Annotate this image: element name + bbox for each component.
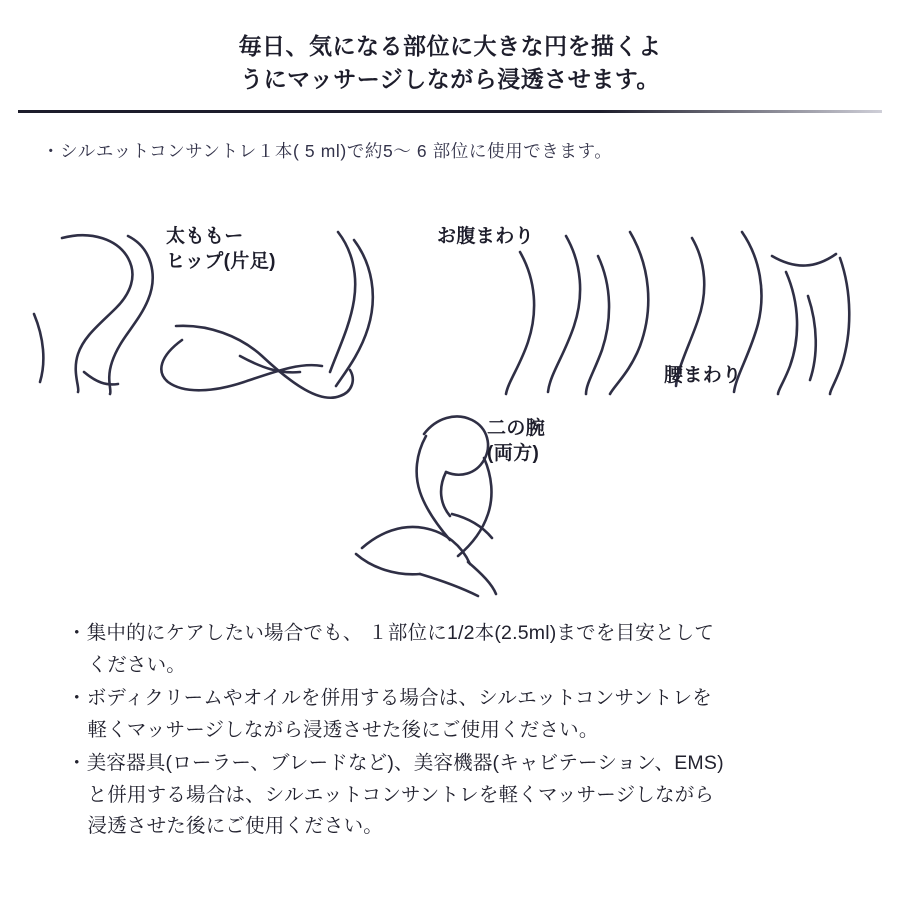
arm-underside-curve [356, 554, 420, 574]
left-torso-curve [62, 235, 132, 392]
belly-side-curve [610, 232, 648, 394]
usage-note: ・シルエットコンサントレ１本( 5 ml)で約5〜 6 部位に使用できます。 [42, 141, 613, 161]
leg-front-curve [330, 232, 355, 372]
belly-right-curve [586, 256, 609, 394]
label-thigh-line-2: ヒップ(片足) [166, 251, 276, 273]
divider-fade [600, 110, 882, 113]
left-side-curve [34, 314, 43, 382]
arm-elbow-curve [468, 562, 496, 594]
label-arm-line-1: 二の腕 [487, 418, 546, 439]
body-illustration [0, 196, 900, 606]
shoulder-curve [772, 254, 836, 266]
arm-lower-edge [420, 574, 478, 596]
page-title-line-2: うにマッサージしながら浸透させます。 [240, 65, 660, 92]
arm-forearm-inner [417, 436, 450, 540]
bullet-2-line-1: ・ボディクリームやオイルを併用する場合は、シルエットコンサントレを [67, 687, 712, 710]
belly-center-curve [548, 236, 580, 392]
belly-left-curve [506, 252, 534, 394]
label-waist: 腰まわり [664, 365, 742, 386]
label-arm-line-2: (両方) [487, 443, 540, 465]
back-outer-curve [830, 258, 849, 394]
bullet-1-line-1: ・集中的にケアしたい場合でも、 １部位に1/2本(2.5ml)までを目安として [67, 622, 715, 644]
bullet-1-line-2: ください。 [87, 653, 187, 676]
thigh-upper-curve [176, 326, 353, 398]
list-item [68, 618, 858, 681]
body-outline-drawing [0, 196, 900, 606]
arm-inner-fold [441, 472, 450, 516]
arm-biceps-outer [458, 458, 491, 556]
left-lower-curve [84, 372, 118, 385]
bullet-3-line-3: 浸透させた後にご使用ください。 [87, 815, 384, 838]
thigh-lower-curve [161, 340, 322, 390]
bullet-3-line-1: ・美容器具(ローラー、ブレードなど)、美容機器(キャビテーション、EMS) [67, 752, 724, 775]
usage-notes-list [68, 618, 858, 845]
arm-fist-curve [424, 416, 488, 474]
bullet-3-line-2: と併用する場合は、シルエットコンサントレを軽くマッサージしながら [87, 783, 715, 806]
label-belly: お腹まわり [437, 226, 535, 247]
page-title-line-1: 毎日、気になる部位に大きな円を描くよ [238, 33, 662, 59]
back-middle-curve [808, 296, 816, 380]
arm-shoulder-curve [362, 527, 470, 564]
waist-right-curve [778, 272, 797, 394]
bullet-2-line-2: 軽くマッサージしながら浸透させた後にご使用ください。 [87, 718, 599, 741]
left-hip-curve [109, 236, 152, 394]
label-thigh [166, 224, 276, 274]
label-thigh-line-1: 太ももー [166, 226, 244, 247]
leg-back-curve [336, 240, 373, 386]
page-title [0, 30, 900, 95]
list-item [68, 748, 858, 843]
list-item [68, 683, 858, 746]
label-upper-arm [487, 416, 545, 466]
